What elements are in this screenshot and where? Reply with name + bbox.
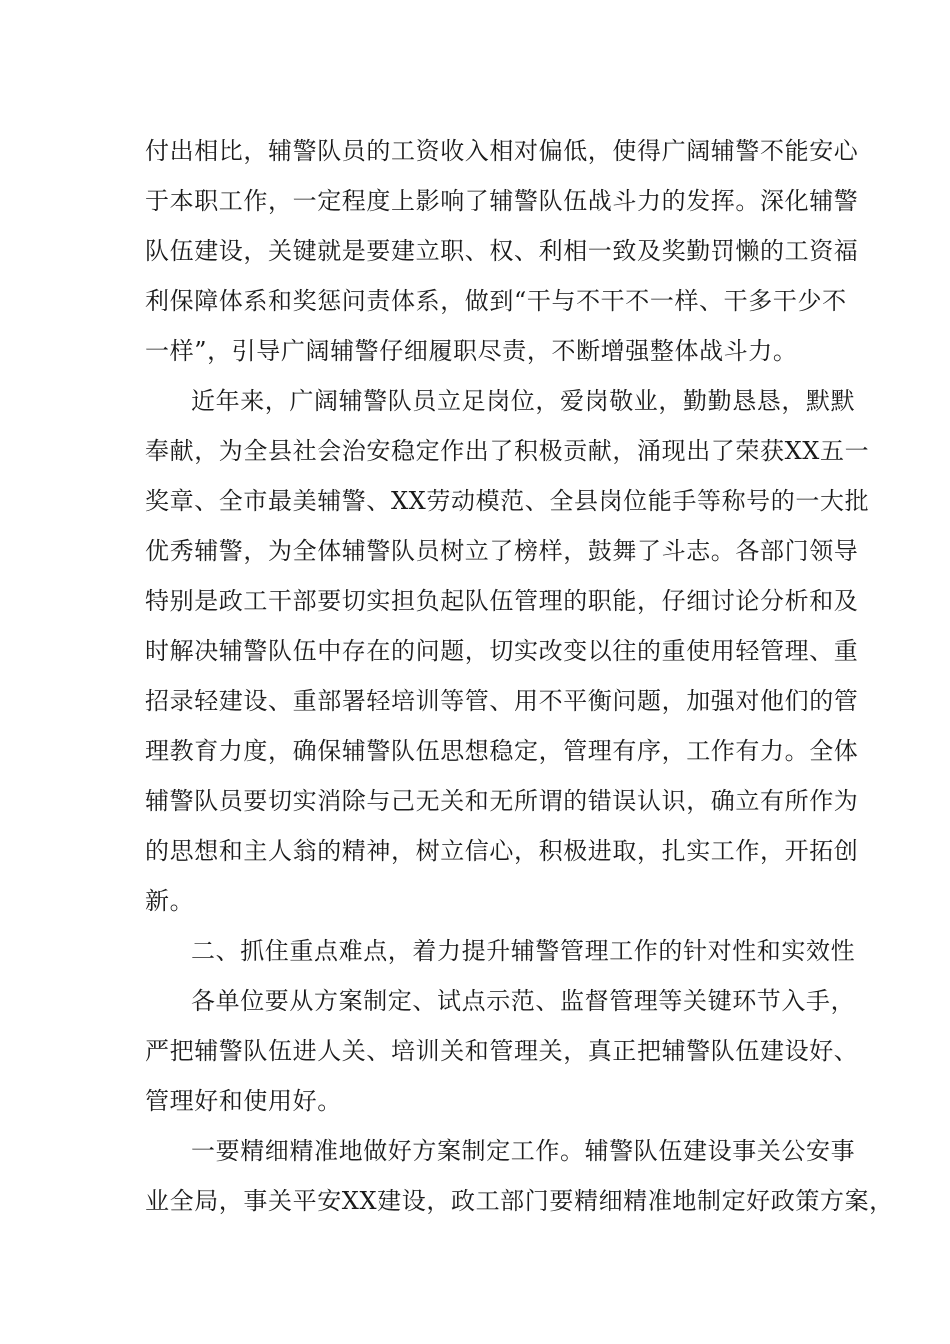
text-line: 的思想和主人翁的精神，树立信心，积极进取，扎实工作，开拓创: [145, 837, 859, 865]
text-line: 业全局，事关平安XX建设，政工部门要精细精准地制定好政策方案，: [145, 1187, 894, 1215]
text-line: 队伍建设，关键就是要建立职、权、利相一致及奖勤罚懒的工资福: [145, 237, 859, 265]
text-line: 优秀辅警，为全体辅警队员树立了榜样，鼓舞了斗志。各部门领导: [145, 537, 859, 565]
text-line: 付出相比，辅警队员的工资收入相对偏低，使得广阔辅警不能安心: [145, 137, 859, 165]
text-line: 严把辅警队伍进人关、培训关和管理关，真正把辅警队伍建设好、: [145, 1037, 859, 1065]
text-line: 新。: [145, 887, 195, 915]
text-line: 一样”，引导广阔辅警仔细履职尽责，不断增强整体战斗力。: [145, 337, 798, 365]
text-line: 辅警队员要切实消除与己无关和无所谓的错误认识，确立有所作为: [145, 787, 859, 815]
text-line: 理教育力度，确保辅警队伍思想稳定，管理有序，工作有力。全体: [145, 737, 859, 765]
text-line: 一要精细精准地做好方案制定工作。辅警队伍建设事关公安事: [191, 1137, 856, 1165]
text-line: 于本职工作，一定程度上影响了辅警队伍战斗力的发挥。深化辅警: [145, 187, 859, 215]
text-line: 管理好和使用好。: [145, 1087, 342, 1115]
body-text: [145, 126, 894, 1226]
text-line: 时解决辅警队伍中存在的问题，切实改变以往的重使用轻管理、重: [145, 637, 859, 665]
text-line: 二、抓住重点难点，着力提升辅警管理工作的针对性和实效性: [191, 937, 856, 965]
text-line: 各单位要从方案制定、试点示范、监督管理等关键环节入手，: [191, 987, 856, 1015]
text-line: 奉献，为全县社会治安稳定作出了积极贡献，涌现出了荣获XX五一: [145, 437, 870, 465]
text-line: 特别是政工干部要切实担负起队伍管理的职能，仔细讨论分析和及: [145, 587, 859, 615]
text-line: 利保障体系和奖惩问责体系，做到“干与不干不一样、干多干少不: [145, 287, 847, 315]
text-line: 招录轻建设、重部署轻培训等管、用不平衡问题，加强对他们的管: [145, 687, 859, 715]
text-line: 近年来，广阔辅警队员立足岗位，爱岗敬业，勤勤恳恳，默默: [191, 387, 856, 415]
text-line: 奖章、全市最美辅警、XX劳动模范、全县岗位能手等称号的一大批: [145, 487, 870, 515]
